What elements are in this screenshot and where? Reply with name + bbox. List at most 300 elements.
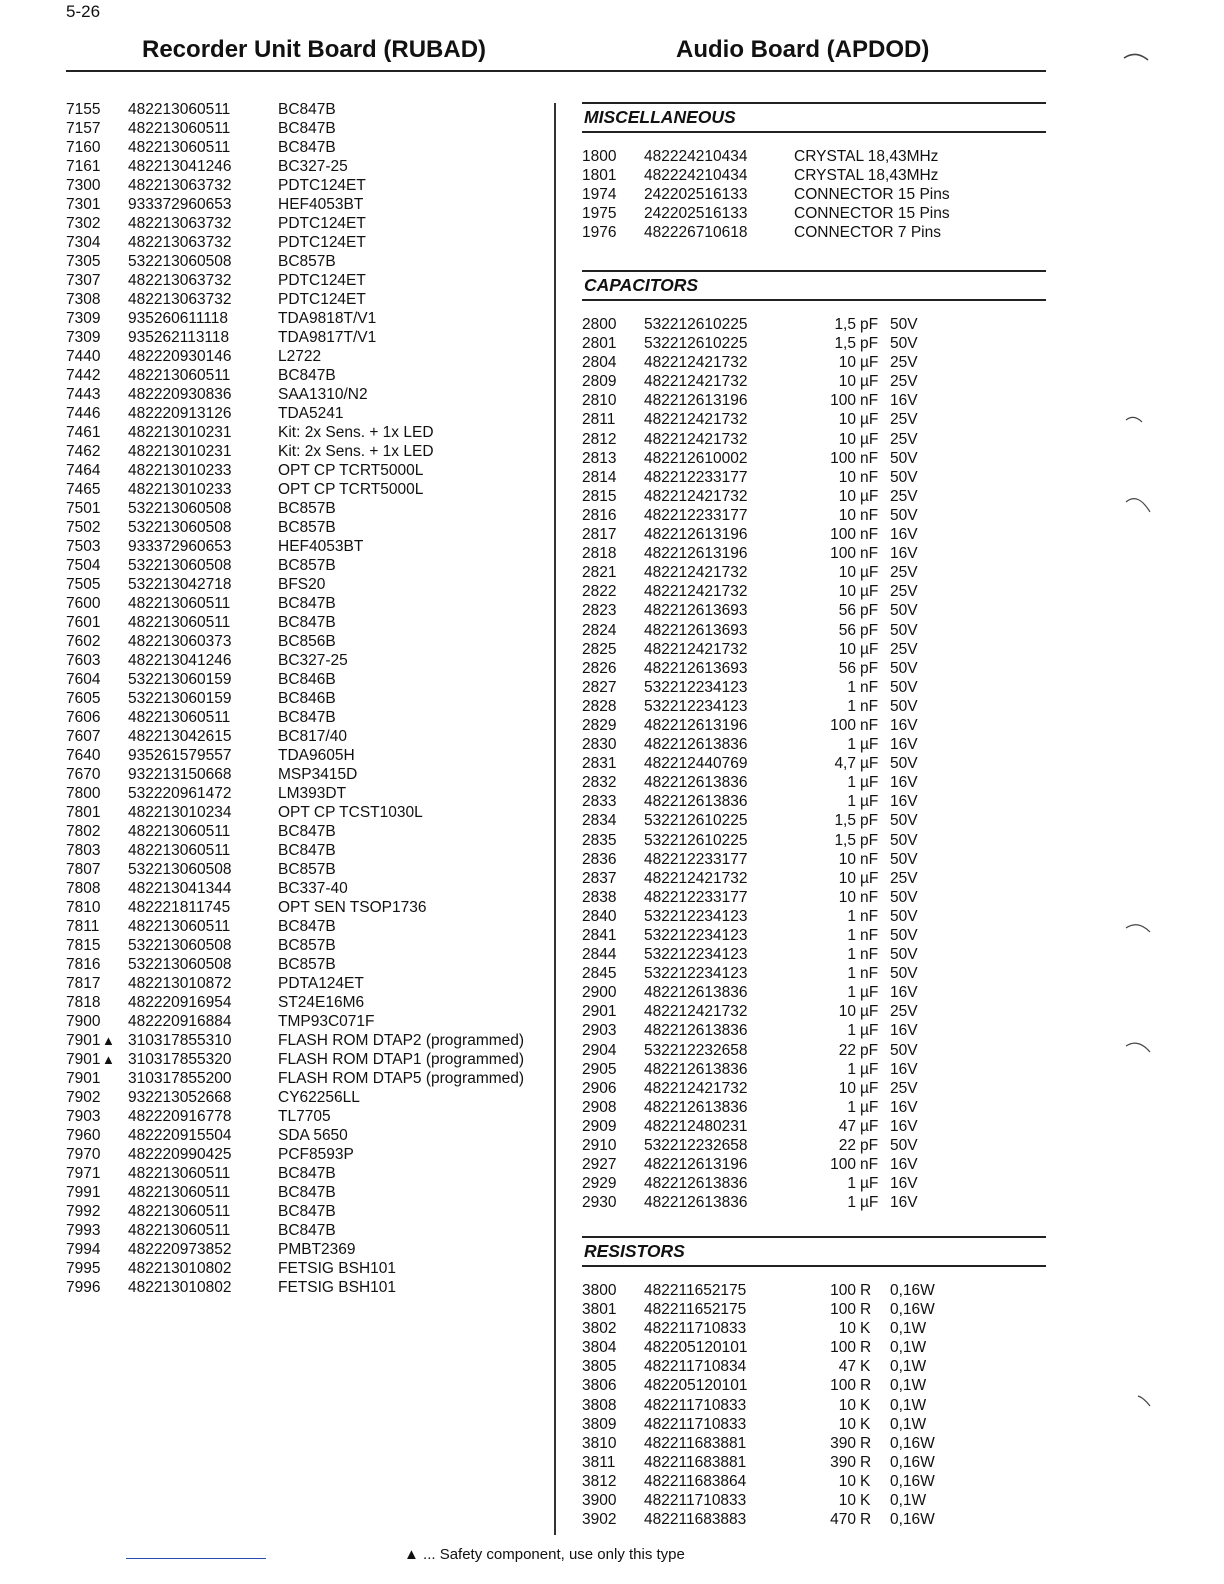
position-number: 7502 bbox=[66, 519, 101, 536]
part-description: BC856B bbox=[278, 633, 336, 650]
component-unit: µF bbox=[860, 1079, 879, 1097]
part-description: OPT CP TCST1030L bbox=[278, 804, 423, 821]
part-number: 482213010233 bbox=[128, 462, 232, 479]
part-number: 532212610225 bbox=[644, 316, 748, 333]
part-number: 532213060508 bbox=[128, 557, 232, 574]
part-description: LM393DT bbox=[278, 785, 347, 802]
position-number: 7461 bbox=[66, 424, 101, 441]
position-number: 7309 bbox=[66, 329, 101, 346]
resistor-row bbox=[582, 1319, 1046, 1338]
component-value: 1 bbox=[847, 793, 856, 811]
component-rating: 16V bbox=[890, 774, 918, 792]
component-value: 1 bbox=[847, 946, 856, 964]
margin-marks bbox=[1110, 40, 1170, 1420]
component-value: 100 bbox=[830, 1282, 856, 1299]
component-rating: 16V bbox=[890, 1175, 918, 1193]
component-unit: µF bbox=[860, 1022, 879, 1040]
part-row bbox=[66, 1107, 524, 1126]
part-description: BC847B bbox=[278, 709, 336, 726]
component-rating: 50V bbox=[890, 850, 918, 868]
misc-rows bbox=[582, 147, 1046, 242]
part-description: PDTC124ET bbox=[278, 177, 366, 194]
position-number: 7161 bbox=[66, 158, 101, 175]
part-number: 482213010802 bbox=[128, 1260, 232, 1277]
part-description: BC847B bbox=[278, 842, 336, 859]
capacitor-row bbox=[582, 869, 1046, 888]
component-unit: R bbox=[860, 1282, 872, 1299]
component-unit: nF bbox=[860, 506, 879, 524]
resistor-row bbox=[582, 1338, 1046, 1357]
component-unit: R bbox=[860, 1453, 872, 1471]
part-description: SDA 5650 bbox=[278, 1127, 348, 1144]
position-number: 2844 bbox=[582, 946, 617, 964]
part-row bbox=[66, 100, 524, 119]
position-number: 7817 bbox=[66, 975, 101, 992]
position-number: 7304 bbox=[66, 234, 101, 251]
part-description: BC847B bbox=[278, 823, 336, 840]
part-description: CY62256LL bbox=[278, 1089, 360, 1106]
component-value: 1,5 bbox=[834, 316, 856, 333]
part-number: 482212421732 bbox=[644, 1003, 748, 1021]
part-row bbox=[66, 917, 524, 936]
part-number: 482211710833 bbox=[644, 1492, 747, 1510]
part-description: BC847B bbox=[278, 120, 336, 137]
part-row bbox=[66, 651, 524, 670]
part-description: BC847B bbox=[278, 101, 336, 118]
part-description: BC857B bbox=[278, 253, 336, 270]
part-description: PDTC124ET bbox=[278, 215, 366, 232]
position-number: 3811 bbox=[582, 1453, 616, 1471]
misc-row bbox=[582, 185, 1046, 204]
capacitor-row bbox=[582, 907, 1046, 926]
component-unit: µF bbox=[860, 1117, 879, 1135]
component-unit: nF bbox=[860, 678, 879, 696]
position-number: 7818 bbox=[66, 994, 101, 1011]
part-number: 532212234123 bbox=[644, 907, 748, 925]
capacitor-row bbox=[582, 964, 1046, 983]
part-number: 482212613196 bbox=[644, 1156, 748, 1174]
component-rating: 0,1W bbox=[890, 1396, 927, 1414]
capacitor-row bbox=[582, 888, 1046, 907]
resistors-section bbox=[582, 1236, 1046, 1529]
part-number: 310317855320 bbox=[128, 1051, 232, 1068]
part-number: 482212421732 bbox=[644, 430, 748, 448]
part-number: 532212234123 bbox=[644, 678, 748, 696]
position-number: 7446 bbox=[66, 405, 101, 422]
part-row bbox=[66, 1145, 524, 1164]
component-unit: nF bbox=[860, 1156, 879, 1174]
component-rating: 50V bbox=[890, 602, 918, 620]
component-unit: µF bbox=[860, 411, 879, 429]
part-row bbox=[66, 1164, 524, 1183]
part-row bbox=[66, 537, 524, 556]
position-number: 7462 bbox=[66, 443, 101, 460]
part-row bbox=[66, 461, 524, 480]
part-row bbox=[66, 708, 524, 727]
component-unit: pF bbox=[860, 621, 879, 639]
part-row bbox=[66, 1278, 524, 1297]
position-number: 3810 bbox=[582, 1434, 617, 1452]
part-number: 482213060511 bbox=[128, 595, 231, 612]
part-number: 482212613196 bbox=[644, 716, 748, 734]
capacitor-row bbox=[582, 468, 1046, 487]
component-value: 22 bbox=[838, 1137, 856, 1155]
capacitor-row bbox=[582, 735, 1046, 754]
component-unit: pF bbox=[860, 659, 879, 677]
component-rating: 50V bbox=[890, 678, 918, 696]
component-unit: µF bbox=[860, 793, 879, 811]
component-value: 10 bbox=[838, 1003, 856, 1021]
position-number: 7803 bbox=[66, 842, 101, 859]
part-number: 482212613836 bbox=[644, 793, 748, 811]
capacitor-row bbox=[582, 1060, 1046, 1079]
part-number: 482213010231 bbox=[128, 424, 232, 441]
component-unit: µF bbox=[860, 1194, 879, 1212]
misc-row bbox=[582, 223, 1046, 242]
position-number: 2827 bbox=[582, 678, 617, 696]
part-description: CRYSTAL 18,43MHz bbox=[794, 167, 939, 185]
part-row bbox=[66, 442, 524, 461]
component-rating: 25V bbox=[890, 1079, 918, 1097]
component-unit: µF bbox=[860, 583, 879, 601]
component-unit: pF bbox=[860, 1041, 879, 1059]
part-number: 532212234123 bbox=[644, 965, 748, 983]
component-value: 10 bbox=[838, 564, 856, 582]
capacitor-row bbox=[582, 315, 1046, 334]
component-unit: nF bbox=[860, 545, 879, 563]
position-number: 2817 bbox=[582, 526, 617, 544]
part-row bbox=[66, 480, 524, 499]
part-row bbox=[66, 689, 524, 708]
component-value: 10 bbox=[838, 411, 856, 429]
position-number: 3809 bbox=[582, 1415, 617, 1433]
part-description: OPT CP TCRT5000L bbox=[278, 462, 424, 479]
part-number: 482212613693 bbox=[644, 659, 748, 677]
part-number: 532213060508 bbox=[128, 500, 232, 517]
component-unit: pF bbox=[860, 1137, 879, 1155]
position-number: 2814 bbox=[582, 468, 617, 486]
part-number: 482213060511 bbox=[128, 709, 231, 726]
component-rating: 0,1W bbox=[890, 1377, 927, 1395]
capacitor-row bbox=[582, 449, 1046, 468]
column-divider bbox=[554, 103, 556, 1535]
part-number: 482212613836 bbox=[644, 1194, 748, 1212]
part-description: PDTC124ET bbox=[278, 272, 366, 289]
part-number: 482211683881 bbox=[644, 1434, 747, 1452]
component-value: 10 bbox=[838, 869, 856, 887]
position-number: 7995 bbox=[66, 1260, 101, 1277]
part-number: 482212421732 bbox=[644, 1079, 748, 1097]
position-number: 7602 bbox=[66, 633, 101, 650]
resistor-row bbox=[582, 1300, 1046, 1319]
part-description: BC847B bbox=[278, 367, 336, 384]
part-number: 482212613836 bbox=[644, 1098, 748, 1116]
part-row bbox=[66, 955, 524, 974]
left-parts-list bbox=[66, 100, 524, 1297]
capacitor-row bbox=[582, 487, 1046, 506]
position-number: 7604 bbox=[66, 671, 101, 688]
component-value: 1 bbox=[847, 1194, 856, 1212]
component-value: 10 bbox=[838, 1415, 856, 1433]
position-number: 1801 bbox=[582, 167, 617, 185]
position-number: 2828 bbox=[582, 697, 617, 715]
part-number: 482213060511 bbox=[128, 139, 231, 156]
part-description: BC857B bbox=[278, 557, 336, 574]
component-rating: 16V bbox=[890, 1098, 918, 1116]
component-rating: 16V bbox=[890, 1194, 918, 1212]
position-number: 7308 bbox=[66, 291, 101, 308]
component-value: 47 bbox=[838, 1358, 856, 1376]
part-number: 482212613693 bbox=[644, 621, 748, 639]
position-number: 2811 bbox=[582, 411, 616, 429]
part-number: 482220973852 bbox=[128, 1241, 232, 1258]
position-number: 7801 bbox=[66, 804, 101, 821]
part-description: BC846B bbox=[278, 671, 336, 688]
position-number: 1974 bbox=[582, 186, 617, 204]
part-description: PDTC124ET bbox=[278, 291, 366, 308]
component-rating: 50V bbox=[890, 755, 918, 773]
part-description: BC857B bbox=[278, 937, 336, 954]
component-unit: R bbox=[860, 1434, 872, 1452]
component-value: 100 bbox=[830, 716, 856, 734]
part-number: 482212480231 bbox=[644, 1117, 748, 1135]
position-number: 3804 bbox=[582, 1339, 617, 1357]
misc-section-title: MISCELLANEOUS bbox=[582, 102, 1046, 133]
component-rating: 50V bbox=[890, 831, 918, 849]
position-number: 7811 bbox=[66, 918, 100, 935]
component-rating: 16V bbox=[890, 984, 918, 1002]
component-rating: 50V bbox=[890, 621, 918, 639]
part-number: 482211652175 bbox=[644, 1282, 747, 1299]
position-number: 1975 bbox=[582, 205, 617, 223]
component-unit: nF bbox=[860, 927, 879, 944]
part-number: 482212421732 bbox=[644, 869, 748, 887]
component-unit: nF bbox=[860, 526, 879, 544]
part-description: BC846B bbox=[278, 690, 336, 707]
position-number: 7157 bbox=[66, 120, 101, 137]
part-number: 482211710834 bbox=[644, 1358, 747, 1376]
position-number: 2818 bbox=[582, 545, 617, 563]
position-number: 7440 bbox=[66, 348, 101, 365]
part-number: 482212613836 bbox=[644, 984, 748, 1002]
position-number: 7991 bbox=[66, 1184, 101, 1201]
component-rating: 16V bbox=[890, 545, 918, 563]
part-number: 532212232658 bbox=[644, 1137, 748, 1155]
component-unit: nF bbox=[860, 965, 879, 983]
component-unit: µF bbox=[860, 430, 879, 448]
part-row bbox=[66, 290, 524, 309]
part-number: 242202516133 bbox=[644, 205, 748, 223]
component-unit: nF bbox=[860, 468, 879, 486]
position-number: 7443 bbox=[66, 386, 101, 403]
resistor-row bbox=[582, 1357, 1046, 1376]
part-number: 310317855310 bbox=[128, 1032, 232, 1049]
part-description: FETSIG BSH101 bbox=[278, 1260, 397, 1277]
part-number: 482213010872 bbox=[128, 975, 232, 992]
component-value: 1 bbox=[847, 1098, 856, 1116]
position-number: 2831 bbox=[582, 755, 617, 773]
part-row bbox=[66, 803, 524, 822]
part-description: PDTA124ET bbox=[278, 975, 364, 992]
capacitor-row bbox=[582, 1041, 1046, 1060]
part-number: 482213063732 bbox=[128, 272, 232, 289]
capacitor-row bbox=[582, 621, 1046, 640]
component-rating: 50V bbox=[890, 907, 918, 925]
part-row bbox=[66, 1088, 524, 1107]
part-number: 532212234123 bbox=[644, 946, 748, 964]
capacitor-row bbox=[582, 544, 1046, 563]
footnote-text: ... Safety component, use only this type bbox=[423, 1546, 685, 1563]
part-row bbox=[66, 993, 524, 1012]
part-number: 482212613836 bbox=[644, 774, 748, 792]
part-number: 482220913126 bbox=[128, 405, 232, 422]
part-number: 532213042718 bbox=[128, 576, 232, 593]
component-rating: 16V bbox=[890, 716, 918, 734]
part-description: PMBT2369 bbox=[278, 1241, 356, 1258]
part-description: CRYSTAL 18,43MHz bbox=[794, 148, 939, 165]
margin-mark bbox=[1126, 925, 1150, 932]
part-number: 482205120101 bbox=[644, 1339, 748, 1357]
component-rating: 0,16W bbox=[890, 1282, 935, 1299]
part-number: 482213010234 bbox=[128, 804, 232, 821]
part-number: 482213063732 bbox=[128, 177, 232, 194]
part-description: BC847B bbox=[278, 139, 336, 156]
component-rating: 50V bbox=[890, 335, 918, 353]
component-unit: pF bbox=[860, 602, 879, 620]
part-row bbox=[66, 670, 524, 689]
component-value: 100 bbox=[830, 1377, 856, 1395]
part-row bbox=[66, 423, 524, 442]
part-row bbox=[66, 499, 524, 518]
part-number: 482211683883 bbox=[644, 1511, 747, 1529]
position-number: 7800 bbox=[66, 785, 101, 802]
part-row bbox=[66, 518, 524, 537]
component-value: 100 bbox=[830, 545, 856, 563]
part-row bbox=[66, 556, 524, 575]
part-description: CONNECTOR 15 Pins bbox=[794, 186, 950, 204]
part-number: 482212421732 bbox=[644, 411, 748, 429]
part-number: 482211710833 bbox=[644, 1415, 747, 1433]
position-number: 2845 bbox=[582, 965, 617, 983]
position-number: 7903 bbox=[66, 1108, 101, 1125]
margin-mark bbox=[1126, 417, 1142, 422]
capacitor-rows bbox=[582, 315, 1046, 1212]
position-number: 2930 bbox=[582, 1194, 617, 1212]
component-unit: µF bbox=[860, 354, 879, 372]
component-rating: 50V bbox=[890, 316, 918, 333]
part-row bbox=[66, 138, 524, 157]
component-value: 1 bbox=[847, 697, 856, 715]
component-unit: µF bbox=[860, 487, 879, 505]
component-unit: nF bbox=[860, 697, 879, 715]
part-number: 482213060511 bbox=[128, 918, 231, 935]
position-number: 7996 bbox=[66, 1279, 101, 1296]
position-number: 2835 bbox=[582, 831, 617, 849]
component-unit: pF bbox=[860, 812, 879, 830]
capacitor-row bbox=[582, 353, 1046, 372]
position-number: 2816 bbox=[582, 506, 617, 524]
component-rating: 0,1W bbox=[890, 1492, 927, 1510]
position-number: 7504 bbox=[66, 557, 101, 574]
part-description: OPT CP TCRT5000L bbox=[278, 481, 424, 498]
part-number: 482212613836 bbox=[644, 1175, 748, 1193]
component-value: 10 bbox=[838, 1079, 856, 1097]
component-rating: 0,1W bbox=[890, 1320, 927, 1338]
part-number: 482213063732 bbox=[128, 234, 232, 251]
part-description: HEF4053BT bbox=[278, 538, 364, 555]
component-value: 56 bbox=[838, 621, 856, 639]
part-number: 482212233177 bbox=[644, 506, 748, 524]
part-row bbox=[66, 328, 524, 347]
part-description: BFS20 bbox=[278, 576, 326, 593]
resistor-row bbox=[582, 1396, 1046, 1415]
component-value: 22 bbox=[838, 1041, 856, 1059]
component-value: 10 bbox=[838, 583, 856, 601]
part-row bbox=[66, 309, 524, 328]
capacitor-row bbox=[582, 1021, 1046, 1040]
position-number: 7971 bbox=[66, 1165, 101, 1182]
position-number: 2825 bbox=[582, 640, 617, 658]
part-number: 482211652175 bbox=[644, 1301, 747, 1319]
part-number: 482213010231 bbox=[128, 443, 232, 460]
part-number: 482213010233 bbox=[128, 481, 232, 498]
resistors-section-title: RESISTORS bbox=[582, 1236, 1046, 1267]
component-unit: pF bbox=[860, 831, 879, 849]
part-row bbox=[66, 1202, 524, 1221]
part-number: 482213060373 bbox=[128, 633, 232, 650]
component-rating: 0,1W bbox=[890, 1415, 927, 1433]
position-number: 3806 bbox=[582, 1377, 617, 1395]
capacitor-row bbox=[582, 1079, 1046, 1098]
part-number: 482220916884 bbox=[128, 1013, 232, 1030]
capacitor-row bbox=[582, 563, 1046, 582]
component-rating: 50V bbox=[890, 946, 918, 964]
part-number: 482211710833 bbox=[644, 1396, 747, 1414]
component-unit: µF bbox=[860, 774, 879, 792]
part-number: 482220990425 bbox=[128, 1146, 232, 1163]
capacitor-row bbox=[582, 792, 1046, 811]
capacitors-section-title: CAPACITORS bbox=[582, 270, 1046, 301]
component-value: 390 bbox=[830, 1453, 856, 1471]
part-number: 482220915504 bbox=[128, 1127, 232, 1144]
component-rating: 25V bbox=[890, 1003, 918, 1021]
position-number: 2836 bbox=[582, 850, 617, 868]
part-number: 482213060511 bbox=[128, 1203, 231, 1220]
part-number: 482212421732 bbox=[644, 564, 748, 582]
component-rating: 16V bbox=[890, 1022, 918, 1040]
part-number: 482213042615 bbox=[128, 728, 232, 745]
component-unit: nF bbox=[860, 946, 879, 964]
capacitors-section bbox=[582, 270, 1046, 1212]
component-value: 1 bbox=[847, 1022, 856, 1040]
part-description: FLASH ROM DTAP2 (programmed) bbox=[278, 1032, 525, 1049]
component-rating: 16V bbox=[890, 526, 918, 544]
part-number: 482212421732 bbox=[644, 583, 748, 601]
component-rating: 25V bbox=[890, 430, 918, 448]
part-row bbox=[66, 575, 524, 594]
part-description: FLASH ROM DTAP1 (programmed) bbox=[278, 1051, 525, 1068]
position-number: 2824 bbox=[582, 621, 617, 639]
component-unit: R bbox=[860, 1339, 872, 1357]
part-number: 482212421732 bbox=[644, 640, 748, 658]
capacitor-row bbox=[582, 372, 1046, 391]
component-rating: 16V bbox=[890, 392, 918, 410]
component-rating: 50V bbox=[890, 888, 918, 906]
position-number: 2821 bbox=[582, 564, 617, 582]
capacitor-row bbox=[582, 983, 1046, 1002]
part-number: 532213060159 bbox=[128, 690, 232, 707]
position-number: 2901 bbox=[582, 1003, 617, 1021]
